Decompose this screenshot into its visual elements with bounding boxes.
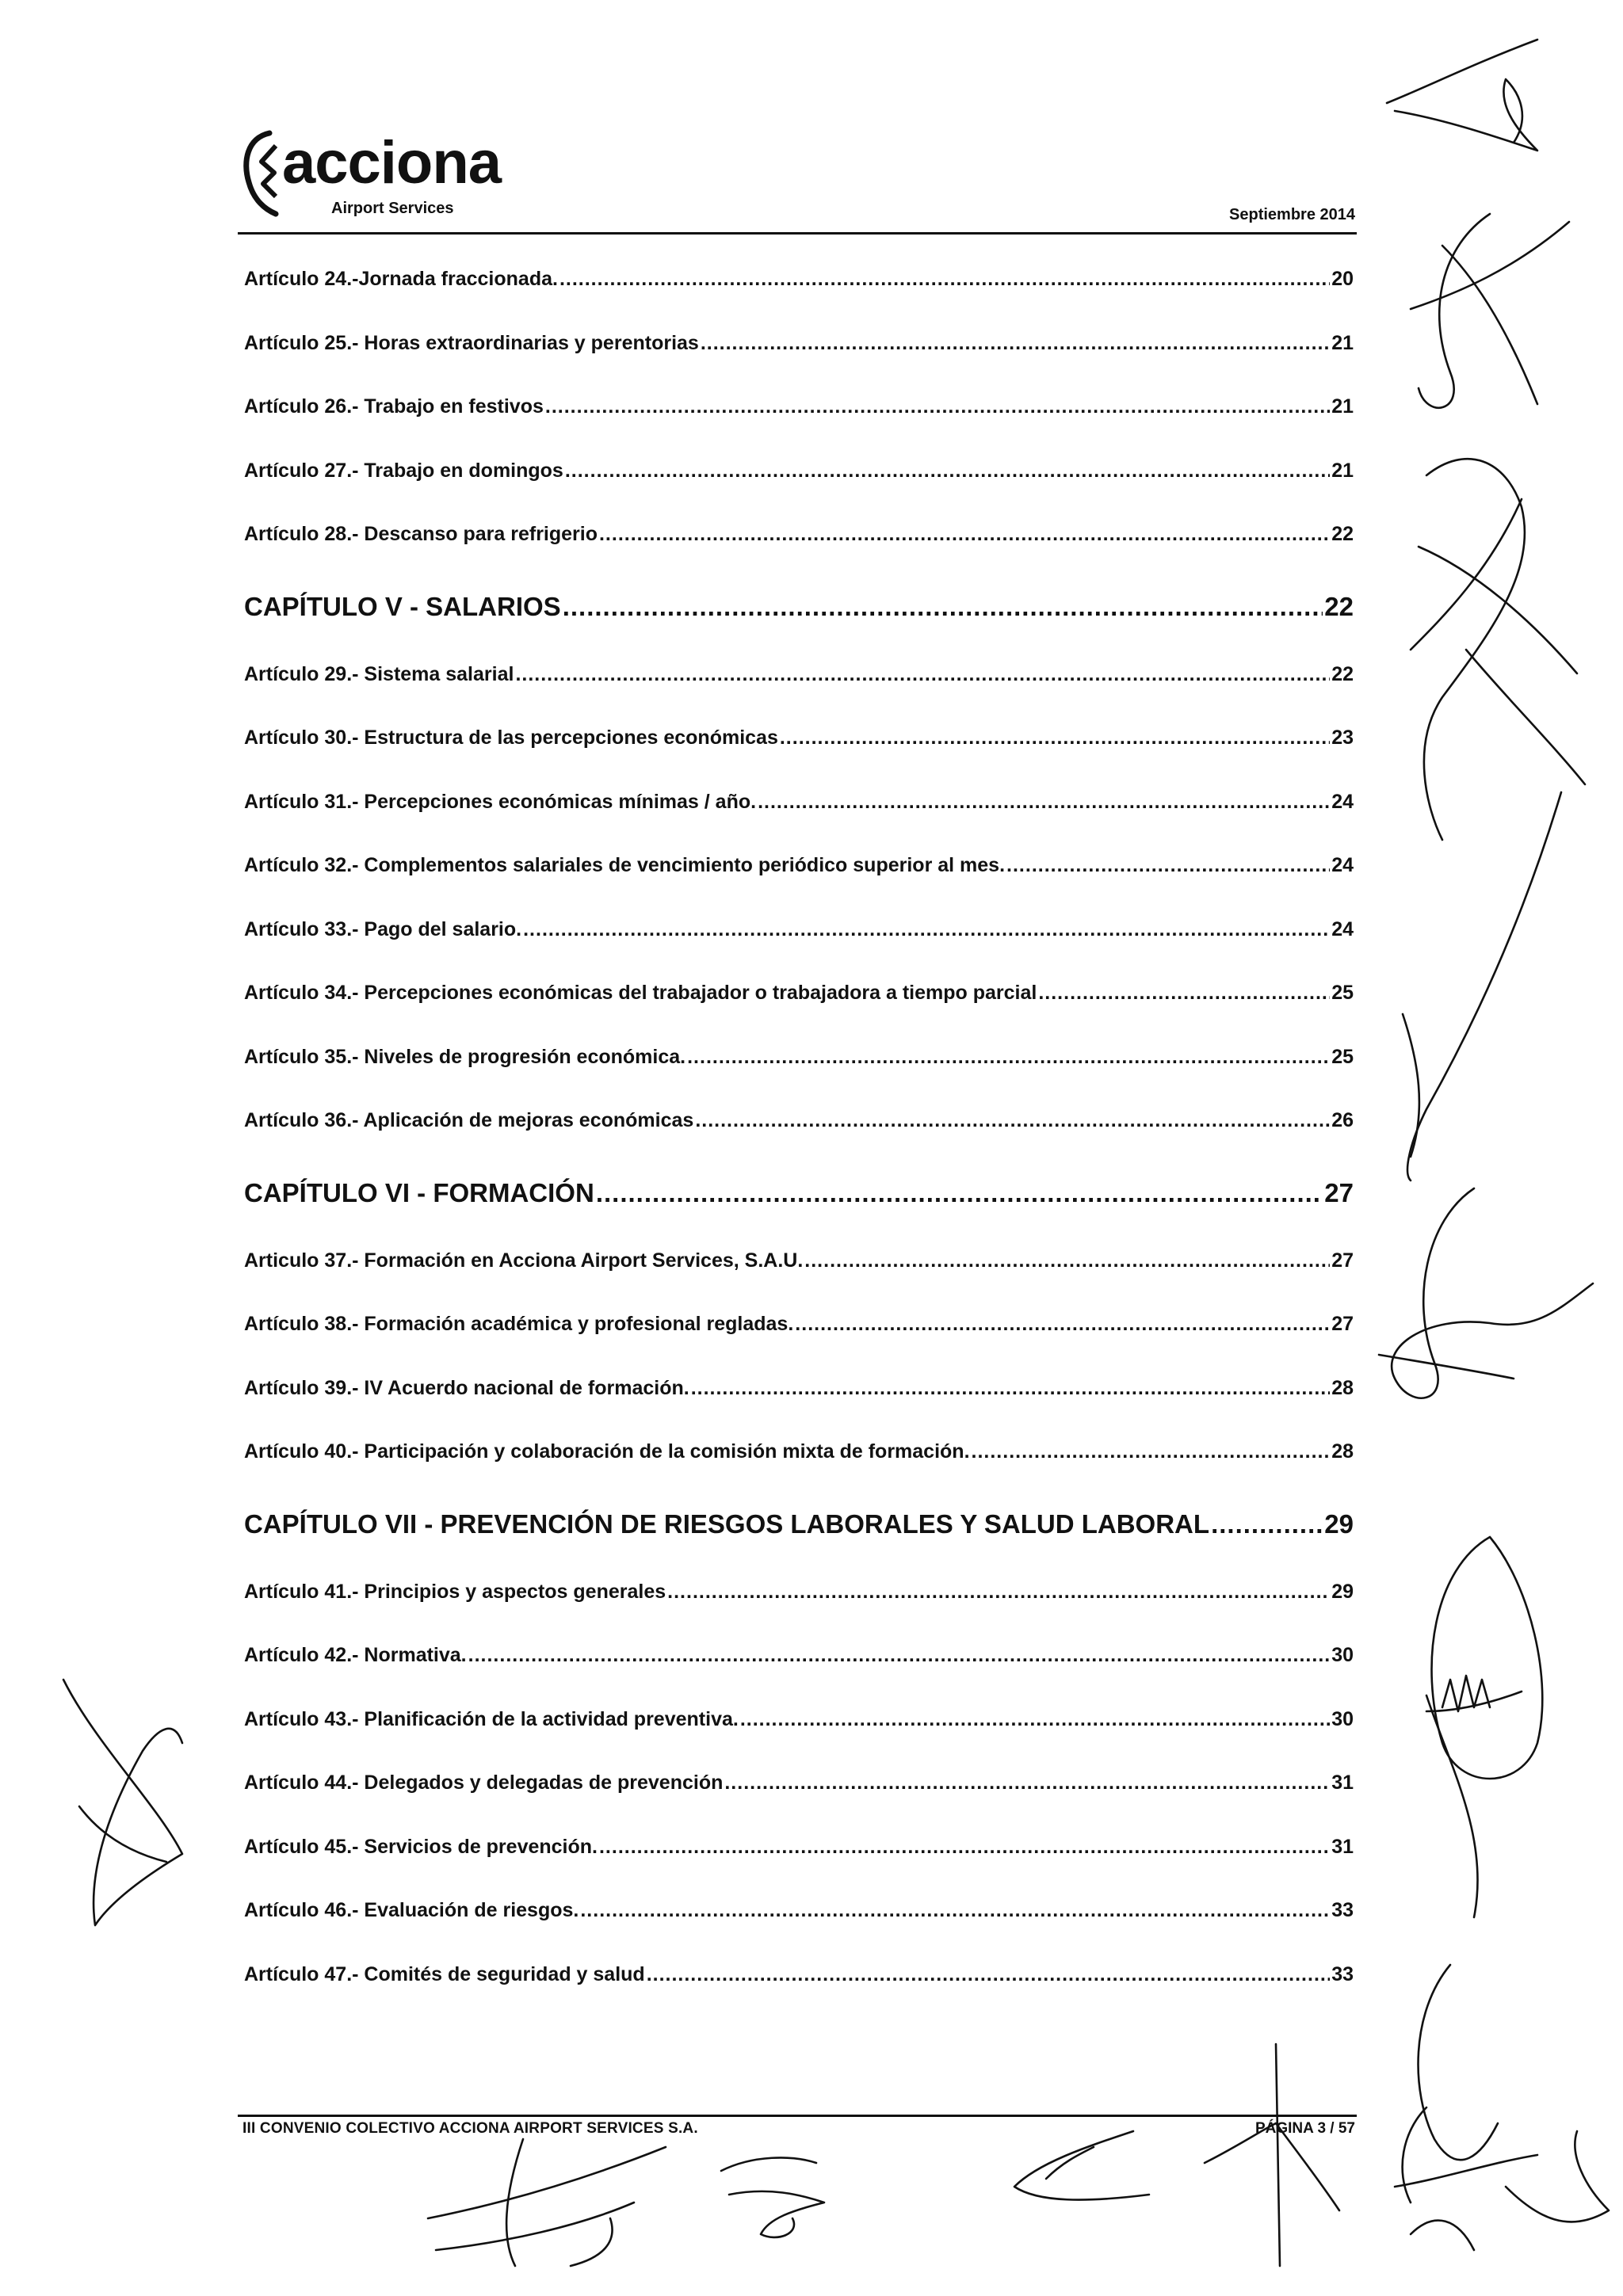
toc-dot-leader	[563, 592, 1323, 622]
toc-entry-title: Artículo 30.- Estructura de las percepciones económicas	[244, 727, 778, 749]
toc-page-number: 33	[1331, 1899, 1354, 1921]
brand-name: acciona	[282, 129, 502, 196]
footer-divider	[238, 2115, 1357, 2117]
toc-page-number: 31	[1331, 1835, 1354, 1858]
toc-page-number: 31	[1331, 1772, 1354, 1794]
toc-entry-title: Artículo 32.- Complementos salariales de vencimiento periódico superior al mes.	[244, 854, 1006, 876]
toc-entry-title: Artículo 39.- IV Acuerdo nacional de formación.	[244, 1376, 689, 1399]
toc-article-entry	[244, 268, 1354, 332]
signature-bottom-2	[705, 2139, 832, 2250]
toc-page-number: 29	[1331, 1580, 1354, 1603]
brand-subtitle: Airport Services	[331, 200, 454, 217]
toc-page-number: 28	[1331, 1376, 1354, 1399]
signature-left-margin	[48, 1664, 206, 1933]
toc-page-number: 22	[1331, 523, 1354, 545]
toc-page-number: 24	[1331, 854, 1354, 876]
toc-dot-leader	[599, 523, 1330, 546]
toc-article-entry	[244, 523, 1354, 587]
toc-dot-leader	[647, 1963, 1331, 1986]
toc-entry-title: Artículo 27.- Trabajo en domingos	[244, 459, 563, 482]
toc-article-entry	[244, 1708, 1354, 1772]
signature-bottom-4	[1189, 2028, 1347, 2282]
toc-entry-title: CAPÍTULO VI - FORMACIÓN	[244, 1177, 594, 1207]
toc-entry-title: Artículo 33.- Pago del salario.	[244, 917, 522, 940]
toc-dot-leader	[758, 791, 1330, 814]
toc-entry-title: Artículo 29.- Sistema salarial	[244, 662, 514, 685]
toc-dot-leader	[468, 1644, 1331, 1667]
toc-article-entry	[244, 1440, 1354, 1505]
toc-entry-title: Artículo 36.- Aplicación de mejoras económicas	[244, 1109, 694, 1131]
toc-chapter-entry	[244, 1173, 1354, 1249]
toc-article-entry	[244, 1644, 1354, 1708]
toc-article-entry	[244, 1046, 1354, 1110]
signature-right-3	[1379, 776, 1617, 1188]
toc-article-entry	[244, 460, 1354, 524]
toc-entry-title: Artículo 43.- Planificación de la actividad preventiva.	[244, 1707, 739, 1730]
toc-entry-title: Artículo 44.- Delegados y delegadas de prevención	[244, 1772, 724, 1794]
signature-right-4	[1363, 1173, 1601, 1426]
signature-right-2	[1395, 412, 1601, 856]
toc-article-entry	[244, 1899, 1354, 1963]
toc-article-entry	[244, 854, 1354, 918]
toc-article-entry	[244, 1836, 1354, 1900]
toc-entry-title: Artículo 38.- Formación académica y profesional regladas.	[244, 1313, 794, 1335]
toc-page-number: 30	[1331, 1644, 1354, 1666]
toc-dot-leader	[565, 460, 1330, 482]
toc-article-entry	[244, 1963, 1354, 2027]
toc-dot-leader	[724, 1772, 1330, 1794]
toc-dot-leader	[523, 918, 1330, 941]
toc-page-number: 21	[1331, 395, 1354, 418]
toc-dot-leader	[695, 1109, 1330, 1132]
acciona-logo	[238, 119, 502, 230]
toc-page-number: 24	[1331, 917, 1354, 940]
toc-dot-leader	[1006, 854, 1330, 877]
toc-dot-leader	[559, 268, 1330, 291]
toc-article-entry	[244, 1377, 1354, 1441]
toc-dot-leader	[667, 1581, 1330, 1604]
toc-dot-leader	[515, 663, 1330, 686]
toc-dot-leader	[972, 1440, 1331, 1463]
toc-entry-title: Artículo 40.- Participación y colaboración de la comisión mixta de formación.	[244, 1440, 970, 1463]
toc-entry-title: Artículo 28.- Descanso para refrigerio	[244, 523, 598, 545]
toc-dot-leader	[1038, 982, 1330, 1005]
toc-dot-leader	[701, 332, 1330, 355]
toc-entry-title: Artículo 25.- Horas extraordinarias y perentorias	[244, 331, 699, 354]
toc-article-entry	[244, 791, 1354, 855]
signature-top-right	[1379, 32, 1553, 190]
toc-article-entry	[244, 1581, 1354, 1645]
toc-entry-title: Artículo 41.- Principios y aspectos generales	[244, 1580, 666, 1603]
toc-page-number: 33	[1331, 1962, 1354, 1985]
toc-page-number: 27	[1331, 1249, 1354, 1272]
toc-chapter-entry	[244, 587, 1354, 663]
toc-dot-leader	[1211, 1509, 1323, 1539]
toc-article-entry	[244, 727, 1354, 791]
toc-entry-title: Artículo 42.- Normativa.	[244, 1644, 467, 1666]
toc-entry-title: CAPÍTULO VII - PREVENCIÓN DE RIESGOS LABORALES Y SALUD LABORAL	[244, 1508, 1210, 1539]
toc-dot-leader	[691, 1377, 1331, 1400]
toc-entry-title: Artículo 46.- Evaluación de riesgos.	[244, 1899, 579, 1921]
toc-page-number: 29	[1324, 1508, 1354, 1539]
toc-dot-leader	[780, 727, 1330, 749]
signature-right-6	[1379, 1949, 1617, 2282]
toc-page-number: 22	[1331, 662, 1354, 685]
toc-dot-leader	[599, 1836, 1330, 1859]
toc-entry-title: Artículo 34.- Percepciones económicas del trabajador o trabajadora a tiempo parcial	[244, 982, 1037, 1004]
header-divider	[238, 232, 1357, 235]
table-of-contents	[244, 268, 1354, 2027]
toc-entry-title: Artículo 26.- Trabajo en festivos	[244, 395, 544, 418]
toc-entry-title: Artículo 24.-Jornada fraccionada.	[244, 268, 558, 290]
toc-article-entry	[244, 918, 1354, 982]
toc-page-number: 23	[1331, 727, 1354, 749]
footer-page-number: PÁGINA 3 / 57	[1254, 2120, 1355, 2137]
toc-entry-title: Artículo 31.- Percepciones económicas mínimas / año.	[244, 790, 757, 813]
toc-dot-leader	[804, 1249, 1330, 1272]
signature-bottom-3	[991, 2115, 1165, 2218]
toc-article-entry	[244, 1109, 1354, 1173]
toc-article-entry	[244, 982, 1354, 1046]
toc-chapter-entry	[244, 1505, 1354, 1581]
toc-page-number: 25	[1331, 982, 1354, 1004]
toc-dot-leader	[795, 1313, 1330, 1336]
toc-article-entry	[244, 1313, 1354, 1377]
toc-page-number: 30	[1331, 1707, 1354, 1730]
toc-dot-leader	[740, 1708, 1330, 1731]
toc-page-number: 21	[1331, 459, 1354, 482]
toc-entry-title: CAPÍTULO V - SALARIOS	[244, 591, 561, 621]
toc-article-entry	[244, 663, 1354, 727]
toc-page-number: 24	[1331, 790, 1354, 813]
toc-page-number: 27	[1331, 1313, 1354, 1335]
toc-dot-leader	[580, 1899, 1330, 1922]
toc-page-number: 26	[1331, 1109, 1354, 1131]
toc-entry-title: Articulo 37.- Formación en Acciona Airport Services, S.A.U.	[244, 1249, 804, 1272]
signature-right-5	[1395, 1505, 1585, 1949]
toc-page-number: 22	[1324, 591, 1354, 621]
acciona-emblem-icon	[238, 127, 285, 222]
toc-page-number: 27	[1324, 1177, 1354, 1207]
toc-page-number: 20	[1331, 268, 1354, 290]
toc-dot-leader	[687, 1046, 1330, 1069]
toc-page-number: 28	[1331, 1440, 1354, 1463]
signature-right-1	[1395, 198, 1585, 436]
toc-dot-leader	[596, 1178, 1323, 1208]
toc-dot-leader	[545, 395, 1330, 418]
toc-page-number: 21	[1331, 331, 1354, 354]
footer-title: III CONVENIO COLECTIVO ACCIONA AIRPORT SERVICES S.A.	[242, 2120, 698, 2137]
toc-entry-title: Artículo 35.- Niveles de progresión económica.	[244, 1045, 686, 1068]
toc-page-number: 25	[1331, 1045, 1354, 1068]
toc-entry-title: Artículo 45.- Servicios de prevención.	[244, 1835, 598, 1858]
toc-article-entry	[244, 332, 1354, 396]
toc-article-entry	[244, 1249, 1354, 1314]
header-date: Septiembre 2014	[1229, 206, 1355, 223]
toc-article-entry	[244, 395, 1354, 460]
signature-bottom-1	[412, 2123, 697, 2282]
toc-article-entry	[244, 1772, 1354, 1836]
toc-entry-title: Artículo 47.- Comités de seguridad y salud	[244, 1962, 645, 1985]
